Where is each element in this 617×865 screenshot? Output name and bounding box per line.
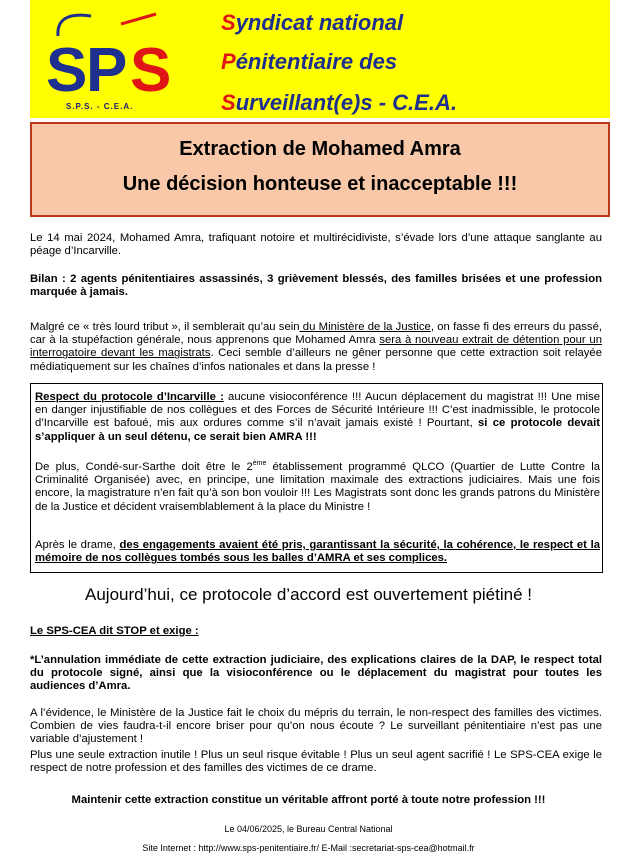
- closing-statement: Maintenir cette extraction constitue un véritable affront porté à toute notre profession !!!: [71, 794, 546, 806]
- header-banner: [30, 0, 610, 118]
- logo-caption: S.P.S. - C.E.A.: [66, 102, 134, 111]
- paragraph-evidence: A l’évidence, le Ministère de la Justice fait le choix du mépris du terrain, le non-respect des familles des victimes. Combien de vies faudra-t-il encore briser pour qu’on nous écoute ? Le surveillant pénitentiaire n’est pas une variable d’ajustement !: [30, 707, 602, 746]
- svg-text:S: S: [130, 36, 172, 105]
- title-line-2: Une décision honteuse et inacceptable !!!: [122, 173, 518, 195]
- paragraph-intro: Le 14 mai 2024, Mohamed Amra, trafiquant notoire et multirécidiviste, s’évade lors d’une attaque sanglante au péage d’Incarville.: [30, 232, 602, 258]
- svg-text:P: P: [86, 36, 128, 105]
- paragraph-plus: Plus une seule extraction inutile ! Plus un seul risque évitable ! Plus un seul agent sacrifié ! Le SPS-CEA exige le respect de notre profession et des familles des victimes de ce drame.: [30, 749, 602, 775]
- protocol-banner: Aujourd’hui, ce protocole d’accord est ouvertement piétiné !: [85, 585, 532, 604]
- box-paragraph-drame: Après le drame, des engagements avaient été pris, garantissant la sécurité, la cohérence, le respect et la mémoire de nos collègues tombés sous les balles d’AMRA et ses complices.: [35, 539, 600, 565]
- svg-text:S: S: [46, 36, 88, 105]
- org-name-line-2: Pénitentiaire des: [221, 49, 398, 74]
- sps-logo: [36, 6, 176, 116]
- title-box: [30, 122, 610, 217]
- paragraph-annulation: *L’annulation immédiate de cette extraction judiciaire, des explications claires de la DAP, le respect total du protocole signé, ainsi que la visioconférence ou le déplacement du magistrat pour toutes les audiences d’Amra.: [30, 654, 602, 693]
- paragraph-bilan: Bilan : 2 agents pénitentiaires assassinés, 3 grièvement blessés, des familles brisées et une profession marquée à jamais.: [30, 273, 602, 299]
- footer-date: Le 04/06/2025, le Bureau Central National: [224, 824, 393, 834]
- footer-contact: Site Internet : http://www.sps-penitentiaire.fr/ E-Mail :secretariat-sps-cea@hotmail.fr: [142, 843, 475, 853]
- box-paragraph-conde: De plus, Condé-sur-Sarthe doit être le 2ème établissement programmé QLCO (Quartier de Lutte Contre la Criminalité Organisée) avec, en principe, une limitation maximale des extractions judiciaires. Mais une fois encore, la magistrature n’en fait qu’à son bon vouloir !!! Les Magistrats sont donc les grands patrons du Ministère de la Justice et décident vraisemblablement à la place du Ministre !: [35, 460, 601, 513]
- org-name-line-3: Surveillant(e)s - C.E.A.: [221, 90, 457, 115]
- stop-heading: Le SPS-CEA dit STOP et exige :: [30, 625, 199, 637]
- org-name-line-1: Syndicat national: [221, 10, 404, 35]
- title-line-1: Extraction de Mohamed Amra: [179, 138, 461, 160]
- box-paragraph-protocol: Respect du protocole d’Incarville : aucune visioconférence !!! Aucun déplacement du magistrat !!! Une mise en danger injustifiable de nos collègues et des Forces de Sécurité Intérieure !!! C’est inadmissible, le protocole d’Incarville est bafoué, mis aux ordures comme s’il n’avait jamais existé ! Pourtant, si ce protocole devait s’appliquer à un seul détenu, ce serait bien AMRA !!!: [35, 391, 601, 443]
- paragraph-ministere: Malgré ce « très lourd tribut », il semblerait qu’au sein du Ministère de la Justice, on fasse fi des erreurs du passé, car à la stupéfaction générale, nous apprenons que Mohamed Amra sera à nouveau extrait de détention pour un interrogatoire devant les magistrats. Ceci semble d’ailleurs ne gêner personne que cette extraction soit relayée médiatiquement sur les chaînes d’infos nationales et dans la presse !: [30, 321, 602, 373]
